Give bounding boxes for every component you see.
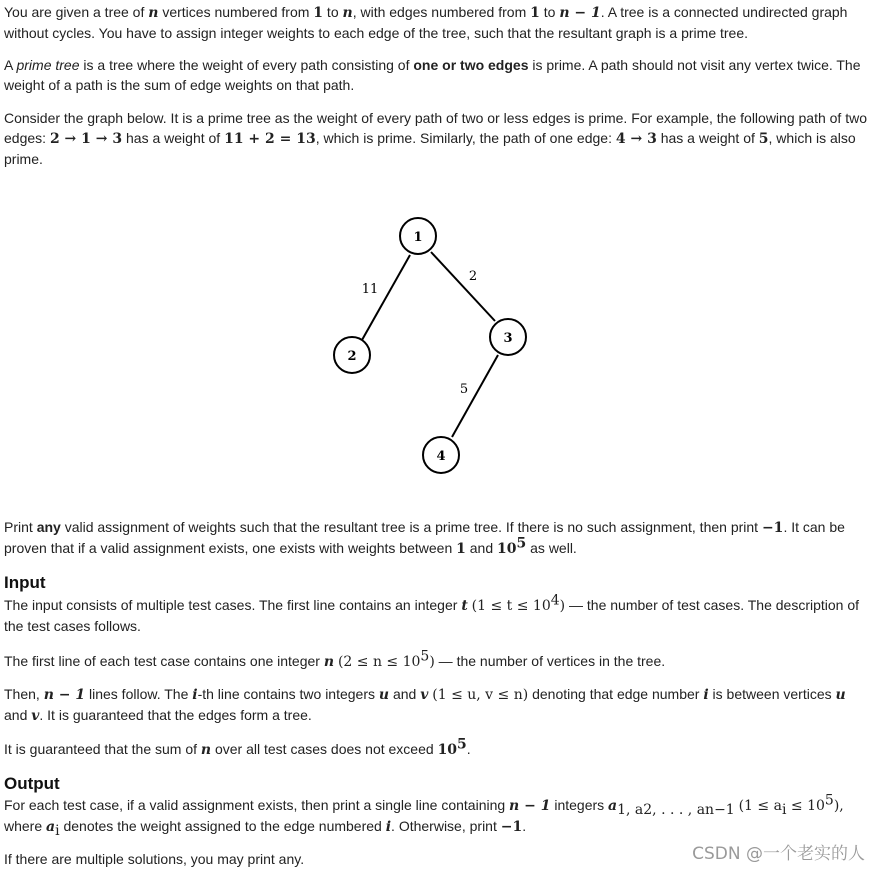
text: to (323, 4, 343, 20)
text: to (539, 4, 560, 20)
input-heading: Input (4, 573, 46, 592)
text: has a weight of (122, 130, 225, 146)
node-label: 3 (503, 331, 513, 346)
text: — the number of vertices in the tree. (434, 653, 666, 669)
text: . (522, 818, 527, 834)
csdn-watermark: CSDN @一个老实的人 (692, 844, 865, 864)
math: ), (833, 798, 844, 814)
math: n (148, 5, 159, 21)
bold-text: one or two edges (413, 57, 529, 73)
math: ) (429, 654, 435, 670)
paragraph-output (4, 792, 870, 839)
text: and (4, 707, 32, 723)
math: u (378, 687, 390, 703)
text: The first line of each test case contains one integer (4, 653, 324, 669)
math: (1 ≤ a (738, 798, 782, 814)
text: , which is also prime. (4, 130, 856, 167)
math: 2 → 1 → 3 (49, 131, 123, 147)
paragraph-output-note (4, 849, 304, 869)
text: Then, (4, 686, 44, 702)
math-subscript: n−1 (705, 801, 735, 818)
text: , which is prime. Similarly, the path of one edge: (315, 130, 616, 146)
tree-diagram (4, 200, 870, 500)
text: . It can be proven that if a valid assignment exists, one exists with weights between (4, 519, 845, 556)
math: 5 (758, 131, 769, 147)
text: You are given a tree of (4, 4, 149, 20)
paragraph-definition (4, 55, 870, 95)
math: −1 (761, 520, 784, 536)
node-label: 2 (347, 349, 357, 364)
paragraph-task (4, 517, 870, 559)
math-exponent: 5 (457, 736, 467, 753)
text: as well. (526, 540, 577, 556)
math: 1 (313, 5, 324, 21)
math: −1 (500, 819, 523, 835)
text: -th line contains two integers (197, 686, 379, 702)
text: . A tree is a connected undirected graph without cycles. You have to assign integer weights to each edge of the tree, such that the resultant graph is a prime tree. (4, 4, 848, 41)
math: i (703, 687, 709, 703)
text: is prime. A path should not visit any vertex twice. The weight of a path is the sum of edge weights on that path. (4, 57, 861, 93)
text: is between vertices (708, 686, 836, 702)
math: t (461, 598, 468, 614)
math: a (608, 798, 618, 814)
bold-text: any (36, 519, 61, 535)
text: If there are multiple solutions, you may print any. (4, 851, 305, 867)
math: i (192, 687, 198, 703)
text: The input consists of multiple test cases. The first line contains an integer (4, 597, 462, 613)
paragraph-input-edges (4, 684, 870, 726)
text: denoting that edge number (528, 686, 704, 702)
text: For each test case, if a valid assignment exists, then print a single line containing (4, 797, 510, 813)
text: has a weight of (656, 130, 759, 146)
text: . It is guaranteed that the edges form a tree. (39, 707, 312, 723)
edge-1-2 (362, 255, 410, 340)
text: A (4, 57, 17, 73)
text: and (465, 540, 498, 556)
paragraph-example (4, 108, 870, 169)
edge-label-1-3: 2 (468, 269, 478, 284)
math: 10 (437, 742, 458, 758)
math: n (323, 654, 335, 670)
edge-label-1-2: 11 (361, 282, 379, 297)
emphasis: prime tree (16, 57, 80, 73)
math: 4 → 3 (615, 131, 657, 147)
tree-svg (4, 200, 870, 500)
text: . Otherwise, print (391, 818, 501, 834)
edge-label-3-4: 5 (459, 382, 469, 397)
node-label: 1 (413, 230, 423, 245)
text: integers (550, 797, 609, 813)
math-subscript: i (55, 822, 60, 839)
math: n − 1 (559, 5, 601, 21)
text: Print (4, 519, 37, 535)
text: — the number of test cases. The description of the test cases follows. (4, 597, 860, 634)
text: lines follow. The (85, 686, 193, 702)
math: v (31, 708, 40, 724)
math-exponent: 5 (420, 648, 430, 665)
math: u (835, 687, 846, 703)
node-label: 4 (436, 449, 446, 464)
math-subscript: 1, a2, . . . , a (617, 801, 706, 818)
node-4 (423, 437, 459, 473)
text: , with edges numbered from (352, 4, 531, 20)
text: vertices numbered from (158, 4, 314, 20)
text: It is guaranteed that the sum of (4, 741, 201, 757)
math: n − 1 (43, 687, 86, 703)
math: (1 ≤ u, v ≤ n) (432, 687, 529, 703)
text: is a tree where the weight of every path consisting of (79, 57, 414, 73)
node-1 (400, 218, 436, 254)
math-exponent: 4 (550, 592, 560, 609)
text: denotes the weight assigned to the edge numbered (59, 818, 386, 834)
paragraph-input-sum (4, 736, 471, 760)
math-exponent: 5 (516, 535, 527, 552)
math: i (385, 819, 392, 835)
math: 11 + 2 = 13 (224, 131, 316, 147)
text: over all test cases does not exceed (211, 741, 438, 757)
text: Consider the graph below. It is a prime tree as the weight of every path of two or less edges is prime. For example, the following path of two edges: (4, 110, 867, 146)
edge-1-3 (431, 252, 495, 321)
paragraph-input-n (4, 648, 666, 672)
math: 1 (456, 541, 466, 557)
node-2 (334, 337, 370, 373)
text: and (389, 686, 421, 702)
paragraph-intro (4, 2, 870, 43)
math: 10 (497, 541, 517, 557)
text: valid assignment of weights such that the resultant tree is a prime tree. If there is no such assignment, then print (60, 519, 762, 535)
math-subscript: i (781, 801, 787, 818)
math: (1 ≤ t ≤ 10 (471, 598, 551, 614)
math: n (200, 742, 212, 758)
node-3 (490, 319, 526, 355)
paragraph-input-t (4, 592, 870, 636)
math: v (420, 687, 429, 703)
math: ) (559, 598, 566, 614)
text: . (466, 741, 471, 757)
math: n (342, 5, 353, 21)
math: n − 1 (509, 798, 551, 814)
text: where (4, 818, 47, 834)
math: (2 ≤ n ≤ 10 (337, 654, 421, 670)
output-heading: Output (4, 774, 60, 793)
math: a (46, 819, 56, 835)
math-exponent: 5 (824, 792, 834, 809)
math: ≤ 10 (786, 798, 825, 814)
math: 1 (530, 5, 540, 21)
